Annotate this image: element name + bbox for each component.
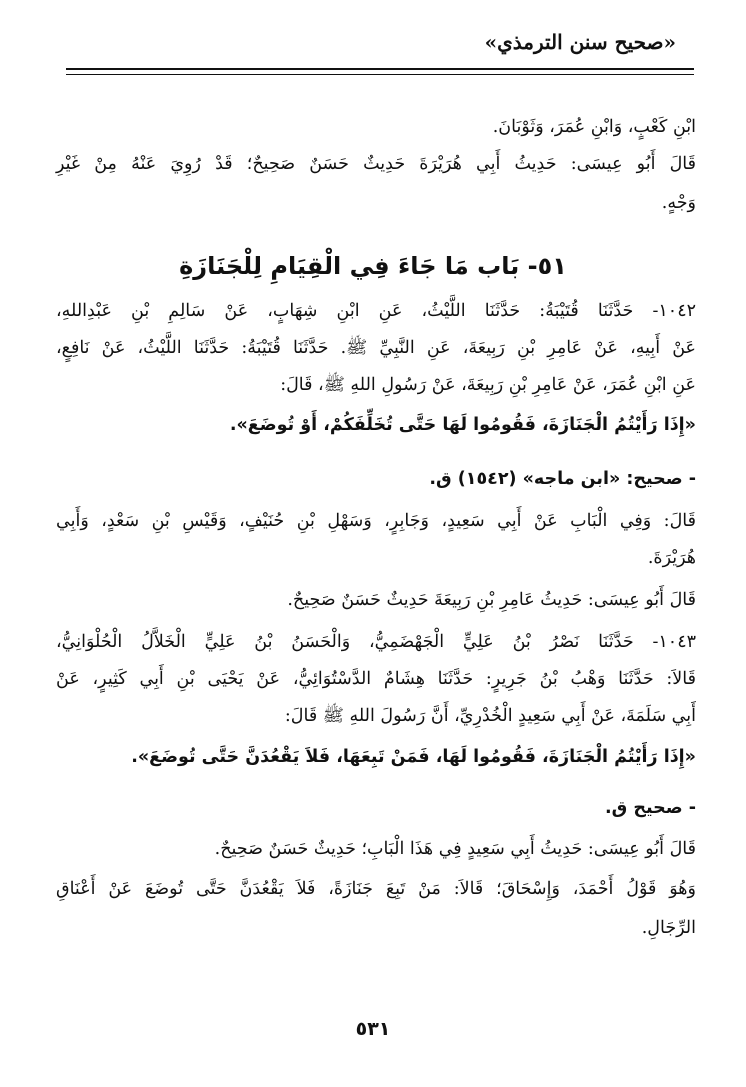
hadith-matn: «إِذَا رَأَيْتُمُ الْجَنَازَةَ، فَقُومُوا لَهَا، فَمَنْ تَبِعَهَا، فَلاَ يَقْعُدَنَّ حَتَّى تُوضَعَ». <box>131 747 696 767</box>
hadith-line: ١٠٤٢- حَدَّثَنَا قُتَيْبَةُ: حَدَّثَنَا اللَّيْثُ، عَنِ ابْنِ شِهَابٍ، عَنْ سَالِمِ بْنِ عَبْدِاللهِ، <box>56 301 696 321</box>
hadith-line: أَبِي سَلَمَةَ، عَنْ أَبِي سَعِيدٍ الْخُدْرِيِّ، أَنَّ رَسُولَ اللهِ ﷺ قَالَ: <box>284 706 696 726</box>
text-line: وَهُوَ قَوْلُ أَحْمَدَ، وَإِسْحَاقَ؛ قَالاَ: مَنْ تَبِعَ جَنَازَةً، فَلاَ يَقْعُدَنَّ حَتَّى تُوضَعَ عَنْ أَعْنَاقِ <box>56 879 696 899</box>
hadith-line: عَنِ ابْنِ عُمَرَ، عَنْ عَامِرِ بْنِ رَبِيعَةَ، عَنْ رَسُولِ اللهِ ﷺ، قَالَ: <box>280 375 696 395</box>
chapter-title: ٥١- بَاب مَا جَاءَ فِي الْقِيَامِ لِلْجَنَازَةِ <box>179 252 567 280</box>
running-head-title: «صحيح سنن الترمذي» <box>484 30 676 54</box>
text-line: قَالَ أَبُو عِيسَى: حَدِيثُ أَبِي هُرَيْرَةَ حَدِيثٌ حَسَنٌ صَحِيحٌ؛ قَدْ رُوِيَ عَنْهُ مِنْ غَيْرِ <box>56 154 696 174</box>
text-line: ابْنِ كَعْبٍ، وَابْنِ عُمَرَ، وَثَوْبَانَ. <box>492 117 696 137</box>
grading-line: - صحيح: «ابن ماجه» (١٥٤٢) ق. <box>429 469 696 489</box>
text-line: قَالَ أَبُو عِيسَى: حَدِيثُ عَامِرِ بْنِ رَبِيعَةَ حَدِيثٌ حَسَنٌ صَحِيحٌ. <box>287 590 696 610</box>
text-line: الرِّجَالِ. <box>641 918 696 938</box>
grading-line: - صحيح ق. <box>604 798 696 818</box>
page-number: ٥٣١ <box>355 1018 391 1040</box>
hadith-line: قَالاَ: حَدَّثَنَا وَهْبُ بْنُ جَرِيرٍ: حَدَّثَنَا هِشَامٌ الدَّسْتُوَائِيُّ، عَنْ يَحْيَى بْنِ أَبِي كَثِيرٍ، عَنْ <box>56 669 696 689</box>
hadith-line: ١٠٤٣- حَدَّثَنَا نَصْرُ بْنُ عَلِيٍّ الْجَهْضَمِيُّ، وَالْحَسَنُ بْنُ عَلِيٍّ الْخَلاَّلُ الْحُلْوَانِيُّ، <box>56 632 696 652</box>
text-line: قَالَ أَبُو عِيسَى: حَدِيثُ أَبِي سَعِيدٍ فِي هَذَا الْبَابِ؛ حَدِيثٌ حَسَنٌ صَحِيحٌ. <box>214 839 696 859</box>
header-rule-thin <box>66 74 694 75</box>
text-line: قَالَ: وَفِي الْبَابِ عَنْ أَبِي سَعِيدٍ، وَجَابِرٍ، وَسَهْلِ بْنِ حُنَيْفٍ، وَقَيْسِ بْنِ سَعْدٍ، وَأَبِي <box>56 511 696 531</box>
hadith-line: عَنْ أَبِيهِ، عَنْ عَامِرِ بْنِ رَبِيعَةَ، عَنِ النَّبِيِّ ﷺ. حَدَّثَنَا قُتَيْبَةُ: حَدَّثَنَا اللَّيْثُ، عَنْ نَافِعٍ، <box>56 338 696 358</box>
hadith-matn: «إِذَا رَأَيْتُمُ الْجَنَازَةَ، فَقُومُوا لَهَا حَتَّى تُخَلِّفَكُمْ، أَوْ تُوضَعَ». <box>229 415 696 435</box>
text-line: وَجْهٍ. <box>661 193 696 213</box>
text-line: هُرَيْرَةَ. <box>647 548 696 568</box>
header-rule <box>66 68 694 70</box>
